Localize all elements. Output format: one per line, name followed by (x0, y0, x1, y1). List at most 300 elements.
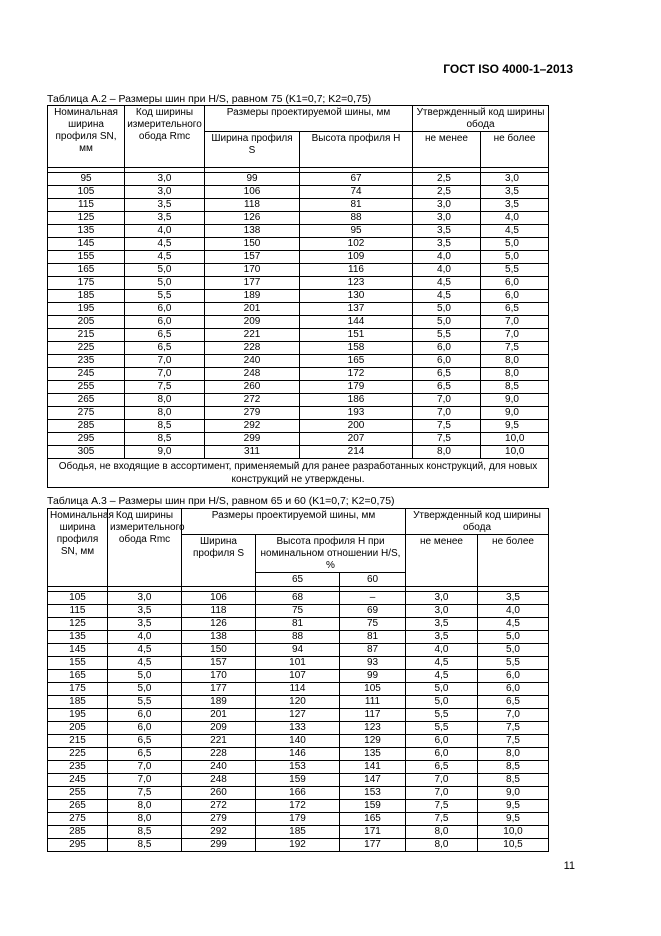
table-row (48, 368, 549, 381)
header-profile-width: Ширина профиля S (182, 535, 256, 587)
table-cell: 5,0 (478, 644, 549, 657)
table-cell: 9,0 (125, 446, 205, 459)
table-row (48, 446, 549, 459)
table-cell: 8,0 (108, 813, 182, 826)
table-cell: 205 (48, 722, 108, 735)
table-cell: 6,5 (481, 303, 549, 316)
table-row (48, 592, 549, 605)
table-cell: 6,0 (481, 277, 549, 290)
table-cell: 135 (340, 748, 406, 761)
table-cell: 3,5 (108, 618, 182, 631)
table-cell: 4,0 (406, 644, 478, 657)
table-cell: 195 (48, 709, 108, 722)
table-row (48, 800, 549, 813)
table-cell: 3,0 (406, 592, 478, 605)
header-not-less: не менее (406, 535, 478, 587)
table-row (48, 355, 549, 368)
table-row (48, 212, 549, 225)
header-profile-height: Высота профиля H (300, 132, 413, 168)
table-row (48, 251, 549, 264)
table-cell: 175 (48, 277, 125, 290)
table-cell: 69 (340, 605, 406, 618)
table-cell: 95 (300, 225, 413, 238)
table-cell: 292 (205, 420, 300, 433)
table-cell: 6,0 (481, 290, 549, 303)
table-cell: 275 (48, 813, 108, 826)
table3-body (48, 592, 549, 852)
table-cell: 260 (182, 787, 256, 800)
table-cell: 135 (48, 225, 125, 238)
table-cell: 133 (256, 722, 340, 735)
table-cell: 7,5 (413, 433, 481, 446)
table-cell: 127 (256, 709, 340, 722)
table-cell: 3,5 (481, 199, 549, 212)
table-row (48, 787, 549, 800)
table-cell: 235 (48, 761, 108, 774)
table-cell: 221 (205, 329, 300, 342)
table-cell: 7,5 (406, 800, 478, 813)
table3-caption: Таблица А.3 – Размеры шин при H/S, равном 65 и 60 (K1=0,7; K2=0,75) (47, 495, 395, 507)
table-a3 (47, 508, 549, 852)
table-cell: 235 (48, 355, 125, 368)
table-cell: 114 (256, 683, 340, 696)
table-cell: 2,5 (413, 173, 481, 186)
table-cell: 275 (48, 407, 125, 420)
table-cell: 170 (205, 264, 300, 277)
table-cell: 6,5 (125, 329, 205, 342)
table-cell: 153 (340, 787, 406, 800)
table-cell: 4,5 (125, 238, 205, 251)
table-row (48, 407, 549, 420)
table-cell: 99 (340, 670, 406, 683)
table-cell: 3,5 (406, 631, 478, 644)
table-cell: 10,0 (481, 433, 549, 446)
table-cell: 265 (48, 394, 125, 407)
header-approved-code: Утвержденный код ширины обода (413, 106, 549, 132)
table-cell: 105 (48, 592, 108, 605)
table-cell: 8,5 (108, 839, 182, 852)
table-cell: 260 (205, 381, 300, 394)
table-cell: – (340, 592, 406, 605)
table-cell: 8,0 (125, 394, 205, 407)
table-cell: 201 (205, 303, 300, 316)
table-cell: 165 (300, 355, 413, 368)
table-cell: 126 (205, 212, 300, 225)
table-cell: 248 (205, 368, 300, 381)
table-cell: 8,5 (478, 761, 549, 774)
table-cell: 200 (300, 420, 413, 433)
table-cell: 7,0 (481, 329, 549, 342)
header-not-more: не более (481, 132, 549, 168)
table-cell: 279 (205, 407, 300, 420)
table-cell: 299 (205, 433, 300, 446)
table-row (48, 238, 549, 251)
table-cell: 4,5 (413, 290, 481, 303)
table-cell: 118 (205, 199, 300, 212)
table-cell: 101 (256, 657, 340, 670)
table-cell: 9,5 (481, 420, 549, 433)
table-cell: 129 (340, 735, 406, 748)
table-cell: 117 (340, 709, 406, 722)
table-cell: 5,5 (125, 290, 205, 303)
table-cell: 4,0 (413, 264, 481, 277)
table-cell: 75 (340, 618, 406, 631)
table-cell: 115 (48, 199, 125, 212)
table-cell: 140 (256, 735, 340, 748)
table-cell: 8,0 (413, 446, 481, 459)
table-cell: 3,0 (413, 212, 481, 225)
table-cell: 295 (48, 433, 125, 446)
table-cell: 4,5 (125, 251, 205, 264)
table-cell: 155 (48, 251, 125, 264)
table-cell: 170 (182, 670, 256, 683)
table-cell: 6,0 (478, 670, 549, 683)
table-cell: 6,0 (125, 316, 205, 329)
table-cell: 145 (48, 238, 125, 251)
table-cell: 214 (300, 446, 413, 459)
table-cell: 7,0 (478, 709, 549, 722)
table-row (48, 618, 549, 631)
table-a2 (47, 105, 549, 488)
table-cell: 165 (48, 670, 108, 683)
header-design-dims: Размеры проектируемой шины, мм (205, 106, 413, 132)
table-cell: 7,0 (125, 355, 205, 368)
table-cell: 153 (256, 761, 340, 774)
table-cell: 177 (182, 683, 256, 696)
table-cell: 7,0 (108, 774, 182, 787)
table-cell: 3,5 (125, 212, 205, 225)
table-cell: 185 (256, 826, 340, 839)
table-cell: 109 (300, 251, 413, 264)
table-cell: 7,0 (108, 761, 182, 774)
table-cell: 175 (48, 683, 108, 696)
table-cell: 115 (48, 605, 108, 618)
table-cell: 155 (48, 657, 108, 670)
table-row (48, 420, 549, 433)
table-cell: 146 (256, 748, 340, 761)
table-cell: 3,0 (108, 592, 182, 605)
table-cell: 5,0 (478, 631, 549, 644)
table-cell: 6,0 (413, 342, 481, 355)
table-row (48, 264, 549, 277)
table-cell: 186 (300, 394, 413, 407)
table-cell: 9,0 (481, 407, 549, 420)
table-cell: 7,5 (406, 813, 478, 826)
table-row (48, 303, 549, 316)
table-cell: 105 (48, 186, 125, 199)
table-cell: 5,5 (406, 722, 478, 735)
table-cell: 9,0 (481, 394, 549, 407)
table2-note: Ободья, не входящие в ассортимент, применяемый для ранее разработанных конструкций, для новых конструкций не утверждены. (48, 459, 549, 488)
table-cell: 125 (48, 212, 125, 225)
table-cell: 6,5 (125, 342, 205, 355)
table-cell: 126 (182, 618, 256, 631)
table-cell: 5,0 (413, 316, 481, 329)
table-cell: 172 (256, 800, 340, 813)
table-cell: 9,5 (478, 800, 549, 813)
table-cell: 8,0 (481, 368, 549, 381)
table-cell: 195 (48, 303, 125, 316)
table-cell: 9,5 (478, 813, 549, 826)
table-cell: 4,0 (478, 605, 549, 618)
table-row (48, 722, 549, 735)
header-rim-code: Код ширины измерительного обода Rmc (108, 509, 182, 587)
table-cell: 10,0 (481, 446, 549, 459)
table-cell: 3,5 (406, 618, 478, 631)
table-row (48, 186, 549, 199)
table-cell: 93 (340, 657, 406, 670)
table-row (48, 709, 549, 722)
table-cell: 7,5 (413, 420, 481, 433)
table-cell: 107 (256, 670, 340, 683)
table-cell: 106 (205, 186, 300, 199)
table-cell: 8,5 (125, 433, 205, 446)
header-not-more: не более (478, 535, 549, 587)
table-cell: 130 (300, 290, 413, 303)
table-row (48, 644, 549, 657)
table-cell: 5,0 (406, 696, 478, 709)
table-cell: 5,0 (108, 683, 182, 696)
table-cell: 255 (48, 381, 125, 394)
table-cell: 8,0 (481, 355, 549, 368)
table-cell: 4,5 (478, 618, 549, 631)
table-cell: 171 (340, 826, 406, 839)
table-cell: 3,5 (125, 199, 205, 212)
table-cell: 8,0 (406, 826, 478, 839)
table-cell: 120 (256, 696, 340, 709)
table-cell: 7,5 (108, 787, 182, 800)
table-cell: 74 (300, 186, 413, 199)
table-cell: 7,5 (481, 342, 549, 355)
table-cell: 94 (256, 644, 340, 657)
table-cell: 7,0 (406, 774, 478, 787)
table-cell: 111 (340, 696, 406, 709)
table-cell: 165 (48, 264, 125, 277)
table-row (48, 394, 549, 407)
table-cell: 135 (48, 631, 108, 644)
table-cell: 311 (205, 446, 300, 459)
document-code: ГОСТ ISO 4000-1–2013 (443, 62, 573, 76)
table-cell: 279 (182, 813, 256, 826)
table-cell: 7,0 (406, 787, 478, 800)
table-cell: 185 (48, 290, 125, 303)
table-cell: 292 (182, 826, 256, 839)
table-row (48, 316, 549, 329)
table-cell: 95 (48, 173, 125, 186)
table-cell: 215 (48, 329, 125, 342)
table-cell: 8,0 (108, 800, 182, 813)
header-approved-code: Утвержденный код ширины обода (406, 509, 549, 535)
table-cell: 3,5 (108, 605, 182, 618)
table-cell: 3,5 (478, 592, 549, 605)
header-ratio-65: 65 (256, 573, 340, 587)
table-cell: 4,0 (481, 212, 549, 225)
table-cell: 5,5 (406, 709, 478, 722)
table-cell: 7,5 (125, 381, 205, 394)
table-cell: 228 (182, 748, 256, 761)
table-cell: 3,5 (413, 225, 481, 238)
table-cell: 8,5 (125, 420, 205, 433)
table-cell: 6,5 (108, 735, 182, 748)
table-cell: 5,5 (413, 329, 481, 342)
table-cell: 87 (340, 644, 406, 657)
table-cell: 225 (48, 342, 125, 355)
table-cell: 147 (340, 774, 406, 787)
table-cell: 3,5 (481, 186, 549, 199)
table-cell: 165 (340, 813, 406, 826)
table-cell: 144 (300, 316, 413, 329)
table-cell: 189 (205, 290, 300, 303)
table-row (48, 225, 549, 238)
table-cell: 5,5 (478, 657, 549, 670)
table-cell: 81 (340, 631, 406, 644)
header-rim-code: Код ширины измерительного обода Rmc (125, 106, 205, 168)
table-cell: 118 (182, 605, 256, 618)
table-cell: 9,0 (478, 787, 549, 800)
table-cell: 6,0 (406, 735, 478, 748)
table-cell: 192 (256, 839, 340, 852)
table-cell: 209 (205, 316, 300, 329)
table-cell: 5,5 (108, 696, 182, 709)
table-cell: 5,0 (108, 670, 182, 683)
table-row (48, 839, 549, 852)
table-cell: 4,5 (108, 644, 182, 657)
table-cell: 4,0 (125, 225, 205, 238)
table-cell: 158 (300, 342, 413, 355)
table-cell: 6,0 (478, 683, 549, 696)
table-cell: 10,5 (478, 839, 549, 852)
table-cell: 88 (256, 631, 340, 644)
table-cell: 150 (182, 644, 256, 657)
table-cell: 67 (300, 173, 413, 186)
table-cell: 4,0 (108, 631, 182, 644)
table-cell: 159 (340, 800, 406, 813)
table-cell: 5,0 (481, 251, 549, 264)
table-cell: 81 (300, 199, 413, 212)
table-cell: 295 (48, 839, 108, 852)
table-cell: 5,0 (125, 277, 205, 290)
table-cell: 151 (300, 329, 413, 342)
table-cell: 125 (48, 618, 108, 631)
table-cell: 207 (300, 433, 413, 446)
table-cell: 285 (48, 826, 108, 839)
table-cell: 3,0 (125, 186, 205, 199)
table-cell: 245 (48, 368, 125, 381)
table-cell: 145 (48, 644, 108, 657)
table-cell: 6,5 (413, 381, 481, 394)
header-profile-width: Ширина профиля S (205, 132, 300, 168)
table-row (48, 631, 549, 644)
table-cell: 272 (182, 800, 256, 813)
table-cell: 138 (182, 631, 256, 644)
table-cell: 3,5 (413, 238, 481, 251)
table-cell: 272 (205, 394, 300, 407)
table-row (48, 696, 549, 709)
table-row (48, 329, 549, 342)
table-cell: 5,5 (481, 264, 549, 277)
table-cell: 3,0 (125, 173, 205, 186)
table-cell: 8,5 (478, 774, 549, 787)
table-cell: 105 (340, 683, 406, 696)
table-cell: 4,5 (413, 277, 481, 290)
table-cell: 305 (48, 446, 125, 459)
table-cell: 5,0 (413, 303, 481, 316)
table-cell: 2,5 (413, 186, 481, 199)
header-not-less: не менее (413, 132, 481, 168)
table-cell: 81 (256, 618, 340, 631)
table-cell: 106 (182, 592, 256, 605)
table-row (48, 657, 549, 670)
header-design-dims: Размеры проектируемой шины, мм (182, 509, 406, 535)
table-cell: 225 (48, 748, 108, 761)
table2-body (48, 173, 549, 459)
table2-caption: Таблица А.2 – Размеры шин при H/S, равном 75 (K1=0,7; K2=0,75) (47, 93, 372, 105)
table-row (48, 173, 549, 186)
table-cell: 5,0 (406, 683, 478, 696)
table-cell: 3,0 (481, 173, 549, 186)
table-cell: 285 (48, 420, 125, 433)
table-row (48, 826, 549, 839)
table-cell: 7,0 (125, 368, 205, 381)
table-cell: 88 (300, 212, 413, 225)
table-cell: 7,5 (478, 722, 549, 735)
table-row (48, 813, 549, 826)
table-cell: 245 (48, 774, 108, 787)
header-nominal-width: Номинальная ширина профиля SN, мм (48, 106, 125, 168)
table-row (48, 605, 549, 618)
table-cell: 7,5 (478, 735, 549, 748)
table-cell: 8,0 (406, 839, 478, 852)
table-cell: 10,0 (478, 826, 549, 839)
table-cell: 6,0 (413, 355, 481, 368)
table-cell: 240 (182, 761, 256, 774)
table-cell: 68 (256, 592, 340, 605)
table-cell: 177 (205, 277, 300, 290)
table-cell: 7,0 (413, 394, 481, 407)
table-cell: 7,0 (481, 316, 549, 329)
table-cell: 157 (205, 251, 300, 264)
table-cell: 5,0 (125, 264, 205, 277)
table-cell: 172 (300, 368, 413, 381)
table-cell: 255 (48, 787, 108, 800)
table-cell: 8,5 (108, 826, 182, 839)
table-cell: 3,0 (406, 605, 478, 618)
table-cell: 248 (182, 774, 256, 787)
table-row (48, 774, 549, 787)
header-profile-height: Высота профиля H при номинальном отношении H/S, % (256, 535, 406, 573)
table-cell: 159 (256, 774, 340, 787)
table-cell: 6,0 (108, 722, 182, 735)
table-cell: 116 (300, 264, 413, 277)
table-cell: 179 (256, 813, 340, 826)
header-ratio-60: 60 (340, 573, 406, 587)
table-cell: 209 (182, 722, 256, 735)
table-row (48, 683, 549, 696)
table-cell: 150 (205, 238, 300, 251)
table-cell: 137 (300, 303, 413, 316)
table-row (48, 277, 549, 290)
table-cell: 138 (205, 225, 300, 238)
header-nominal-width: Номинальная ширина профиля SN, мм (48, 509, 108, 587)
table-cell: 123 (300, 277, 413, 290)
table-cell: 179 (300, 381, 413, 394)
table-cell: 3,0 (413, 199, 481, 212)
table-cell: 4,0 (413, 251, 481, 264)
table-cell: 75 (256, 605, 340, 618)
table-cell: 6,0 (125, 303, 205, 316)
table-cell: 189 (182, 696, 256, 709)
table-cell: 4,5 (481, 225, 549, 238)
